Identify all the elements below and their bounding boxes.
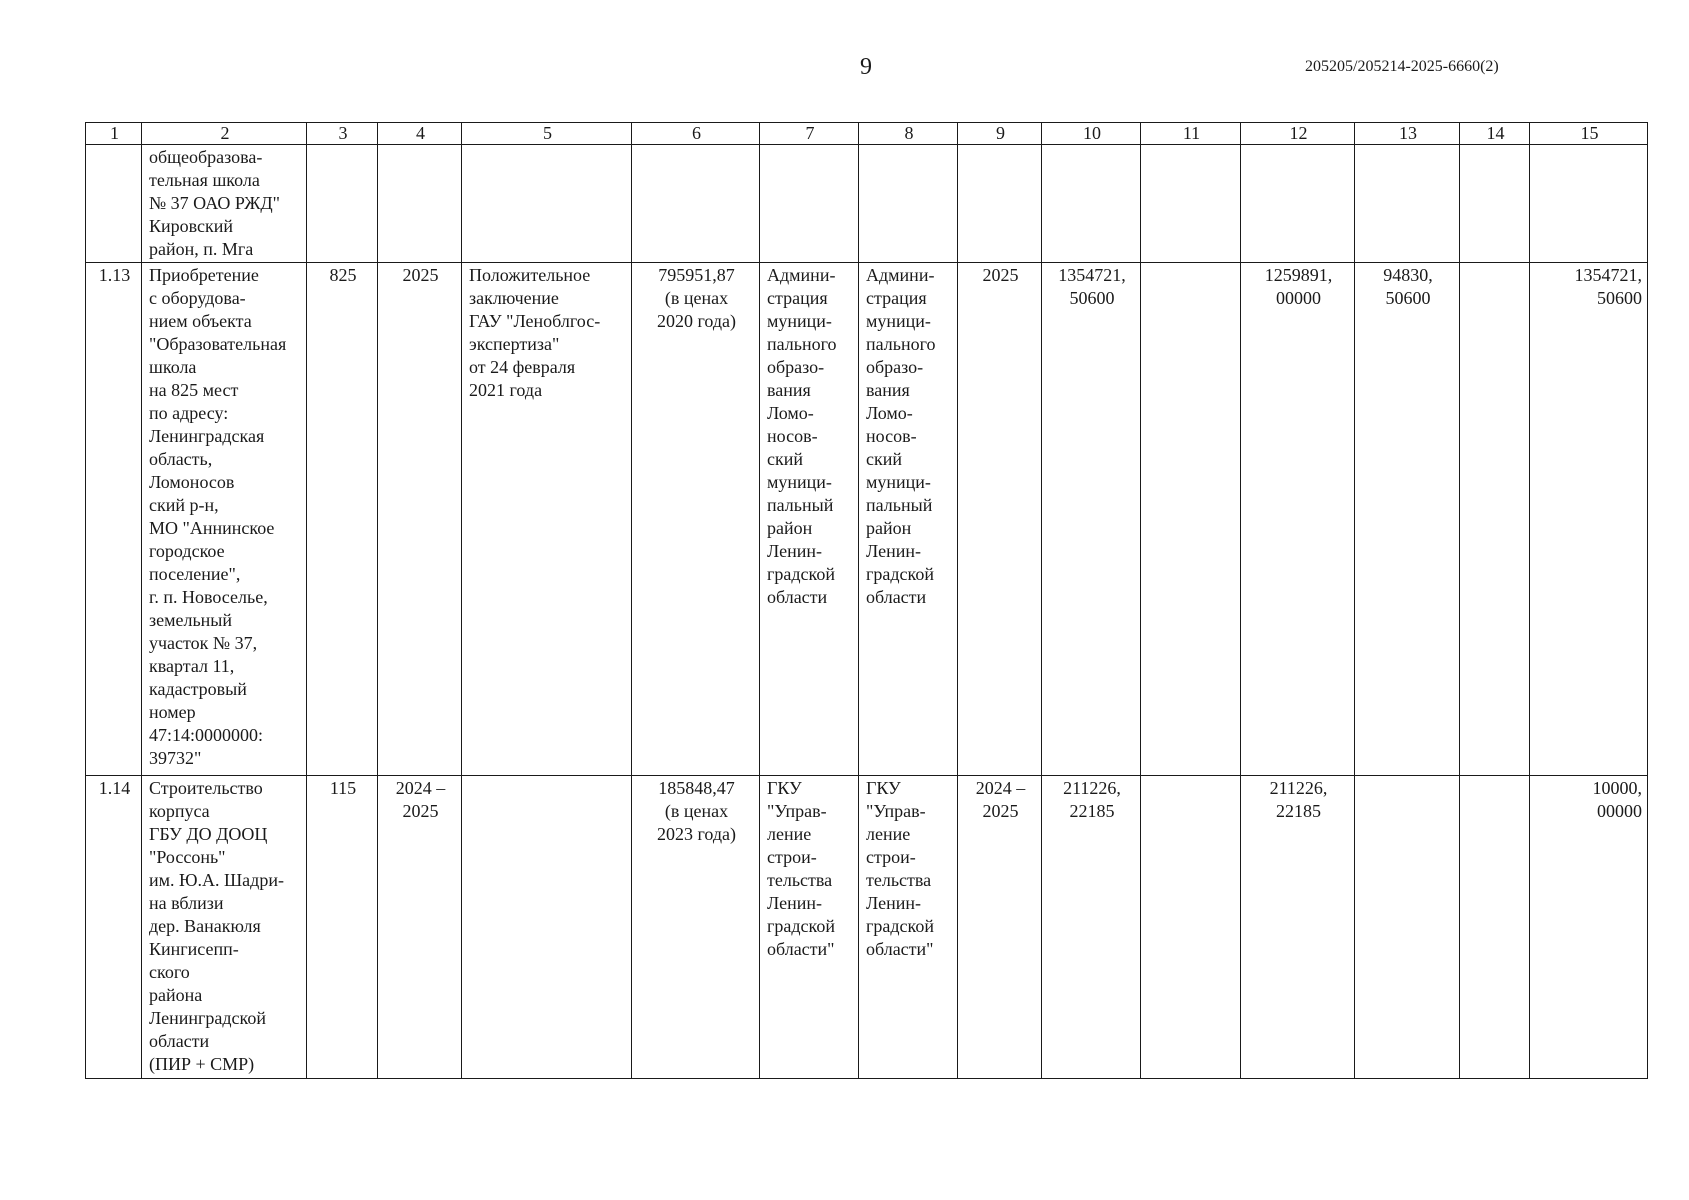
cell-years: 2024 – 2025 xyxy=(958,776,1042,1079)
cell-object-name: Строительство корпуса ГБУ ДО ДООЦ "Россонь" им. Ю.А. Шадри- на вблизи дер. Ванакюля Кингисепп- ского района Ленинградской области (ПИР + СМР) xyxy=(142,776,307,1079)
column-header: 10 xyxy=(1042,123,1141,145)
cell-capacity: 115 xyxy=(307,776,378,1079)
cell-developer xyxy=(859,145,958,263)
document-number: 205205/205214-2025-6660(2) xyxy=(1305,58,1499,75)
cell-col13 xyxy=(1355,776,1460,1079)
cell-developer: Админи- страция муници- пального образо- вания Ломо- носов- ский муници- пальный район Ленин- градской области xyxy=(859,263,958,776)
column-header: 5 xyxy=(462,123,632,145)
cell-number xyxy=(86,145,142,263)
cell-col11 xyxy=(1141,145,1241,263)
cell-capacity: 825 xyxy=(307,263,378,776)
column-header: 2 xyxy=(142,123,307,145)
data-table xyxy=(85,122,1648,1079)
cell-col14 xyxy=(1460,263,1530,776)
cell-customer: ГКУ "Управ- ление строи- тельства Ленин- градской области" xyxy=(760,776,859,1079)
cell-col15: 10000, 00000 xyxy=(1530,776,1648,1079)
table-row xyxy=(86,263,1648,776)
cell-expertise xyxy=(462,145,632,263)
cell-number: 1.13 xyxy=(86,263,142,776)
cell-developer: ГКУ "Управ- ление строи- тельства Ленин- градской области" xyxy=(859,776,958,1079)
cell-customer: Админи- страция муници- пального образо- вания Ломо- носов- ский муници- пальный район Ленин- градской области xyxy=(760,263,859,776)
cell-period: 2025 xyxy=(378,263,462,776)
column-header: 13 xyxy=(1355,123,1460,145)
cell-capacity xyxy=(307,145,378,263)
cell-estimated-cost: 795951,87 (в ценах 2020 года) xyxy=(632,263,760,776)
column-header: 7 xyxy=(760,123,859,145)
cell-col12: 1259891, 00000 xyxy=(1241,263,1355,776)
header-row xyxy=(86,123,1648,145)
cell-total: 1354721, 50600 xyxy=(1042,263,1141,776)
column-header: 1 xyxy=(86,123,142,145)
column-header: 11 xyxy=(1141,123,1241,145)
page-number: 9 xyxy=(860,54,872,80)
cell-period xyxy=(378,145,462,263)
table-row xyxy=(86,145,1648,263)
column-header: 6 xyxy=(632,123,760,145)
cell-col14 xyxy=(1460,145,1530,263)
column-header: 8 xyxy=(859,123,958,145)
cell-col12: 211226, 22185 xyxy=(1241,776,1355,1079)
column-header: 9 xyxy=(958,123,1042,145)
cell-total xyxy=(1042,145,1141,263)
cell-col13 xyxy=(1355,145,1460,263)
table-row xyxy=(86,776,1648,1079)
column-header: 12 xyxy=(1241,123,1355,145)
cell-estimated-cost: 185848,47 (в ценах 2023 года) xyxy=(632,776,760,1079)
cell-col15 xyxy=(1530,145,1648,263)
cell-years xyxy=(958,145,1042,263)
cell-period: 2024 – 2025 xyxy=(378,776,462,1079)
cell-expertise xyxy=(462,776,632,1079)
column-header: 4 xyxy=(378,123,462,145)
cell-number: 1.14 xyxy=(86,776,142,1079)
cell-object-name: общеобразова- тельная школа № 37 ОАО РЖД" Кировский район, п. Мга xyxy=(142,145,307,263)
cell-col14 xyxy=(1460,776,1530,1079)
cell-col13: 94830, 50600 xyxy=(1355,263,1460,776)
cell-col12 xyxy=(1241,145,1355,263)
column-header: 3 xyxy=(307,123,378,145)
column-header: 14 xyxy=(1460,123,1530,145)
cell-total: 211226, 22185 xyxy=(1042,776,1141,1079)
cell-expertise: Положительное заключение ГАУ "Леноблгос- экспертиза" от 24 февраля 2021 года xyxy=(462,263,632,776)
column-header: 15 xyxy=(1530,123,1648,145)
cell-object-name: Приобретение с оборудова- нием объекта "Образовательная школа на 825 мест по адресу: Ленинградская область, Ломоносов ский р-н, МО "Аннинское городское поселение", г. п. Новоселье, земельный участок № 37, квартал 11, кадастровый номер 47:14:0000000: 39732" xyxy=(142,263,307,776)
cell-customer xyxy=(760,145,859,263)
cell-years: 2025 xyxy=(958,263,1042,776)
cell-col15: 1354721, 50600 xyxy=(1530,263,1648,776)
cell-estimated-cost xyxy=(632,145,760,263)
cell-col11 xyxy=(1141,263,1241,776)
cell-col11 xyxy=(1141,776,1241,1079)
